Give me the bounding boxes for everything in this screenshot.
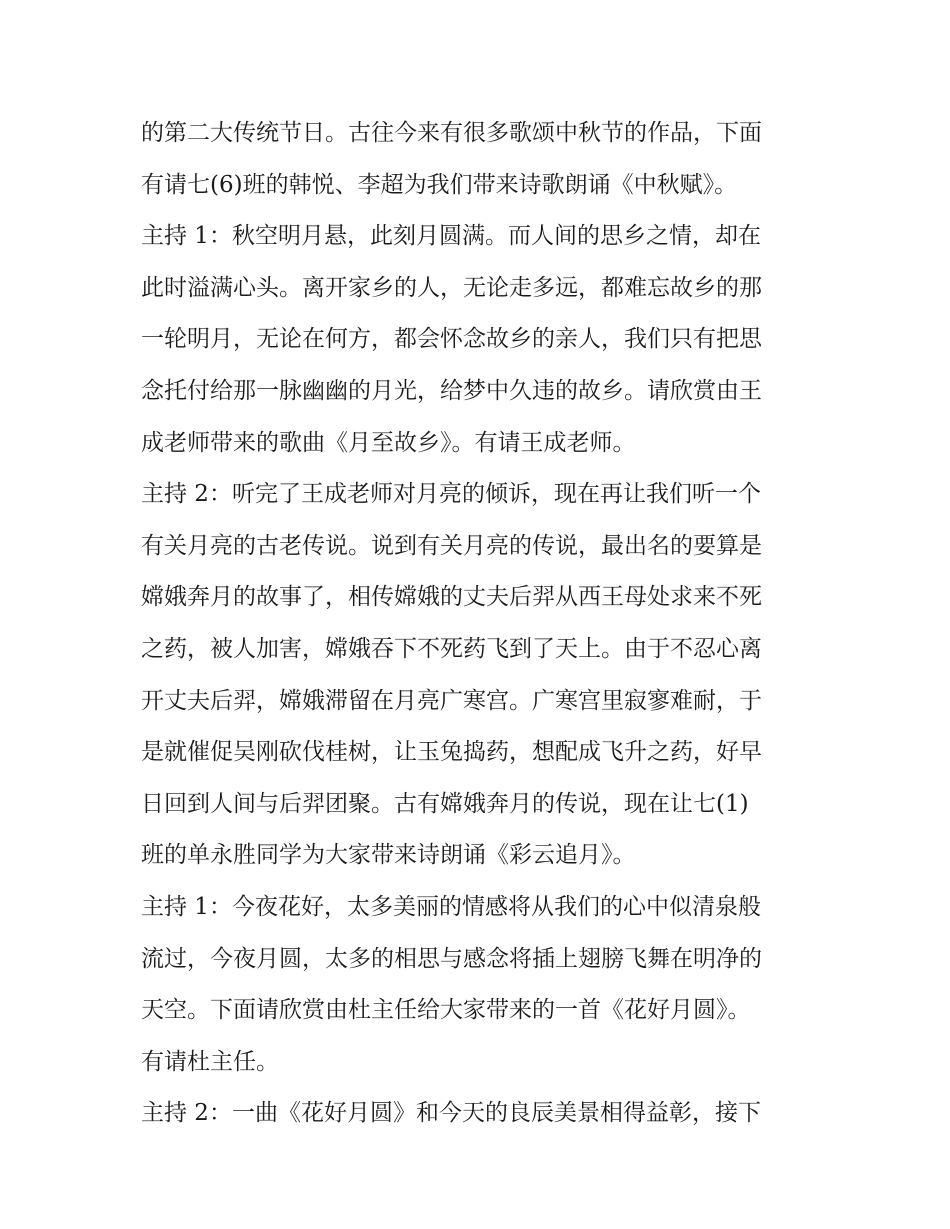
text-line: 主持 1：今夜花好，太多美丽的情感将从我们的心中似清泉般 — [141, 893, 761, 920]
text-line: 一轮明月，无论在何方，都会怀念故乡的亲人，我们只有把思 — [141, 326, 762, 353]
document-body — [141, 108, 813, 1140]
text-line: 有请七(6)班的韩悦、李超为我们带来诗歌朗诵《中秋赋》。 — [141, 171, 738, 198]
text-line: 日回到人间与后羿团聚。古有嫦娥奔月的传说，现在让七(1) — [141, 790, 749, 817]
text-line: 之药，被人加害，嫦娥吞下不死药飞到了天上。由于不忍心离 — [141, 635, 762, 662]
text-line: 主持 2：一曲《花好月圆》和今天的良辰美景相得益彰，接下 — [141, 1100, 761, 1127]
text-line: 成老师带来的歌曲《月至故乡》。有请王成老师。 — [141, 429, 636, 456]
text-line: 流过，今夜月圆，太多的相思与感念将插上翅膀飞舞在明净的 — [141, 945, 762, 972]
text-line: 此时溢满心头。离开家乡的人，无论走多远，都难忘故乡的那 — [141, 274, 762, 301]
text-line: 有关月亮的古老传说。说到有关月亮的传说，最出名的要算是 — [141, 532, 762, 559]
paragraph-intro — [141, 108, 813, 211]
text-line: 是就催促吴刚砍伐桂树，让玉兔捣药，想配成飞升之药，好早 — [141, 739, 762, 766]
text-line: 念托付给那一脉幽幽的月光，给梦中久违的故乡。请欣赏由王 — [141, 377, 762, 404]
paragraph-host-2-closing — [141, 1088, 813, 1140]
text-line: 有请杜主任。 — [141, 1048, 279, 1075]
text-line: 开丈夫后羿，嫦娥滞留在月亮广寒宫。广寒宫里寂寥难耐，于 — [141, 687, 762, 714]
paragraph-host-1-flowers — [141, 882, 813, 1088]
text-line: 主持 2：听完了王成老师对月亮的倾诉，现在再让我们听一个 — [141, 481, 761, 508]
text-line: 嫦娥奔月的故事了，相传嫦娥的丈夫后羿从西王母处求来不死 — [141, 584, 762, 611]
text-line: 的第二大传统节日。古往今来有很多歌颂中秋节的作品，下面 — [141, 120, 762, 146]
paragraph-host-2-legend — [141, 469, 813, 882]
text-line: 班的单永胜同学为大家带来诗朗诵《彩云追月》。 — [141, 842, 636, 869]
text-line: 主持 1：秋空明月悬，此刻月圆满。而人间的思乡之情，却在 — [141, 223, 761, 250]
paragraph-host-1-moon — [141, 211, 813, 469]
text-line: 天空。下面请欣赏由杜主任给大家带来的一首《花好月圆》。 — [141, 997, 751, 1024]
